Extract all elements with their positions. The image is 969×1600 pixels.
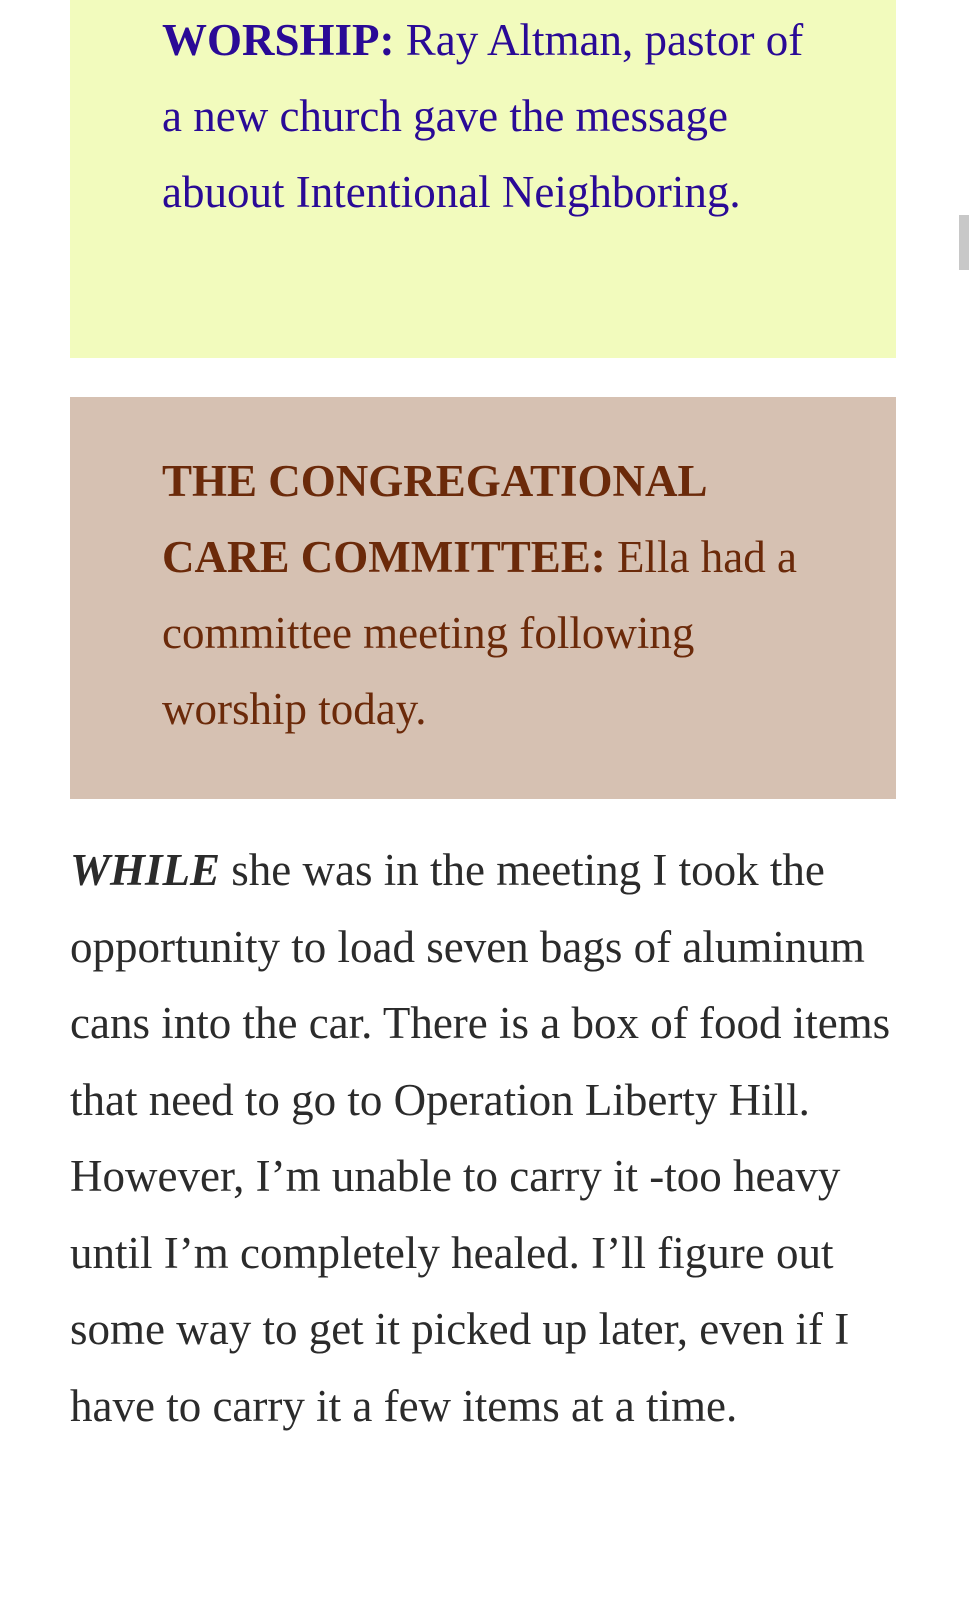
body-text: she was in the meeting I took the opportunity to load seven bags of aluminum cans into the car. There is a box of food items that need to go to Operation Liberty Hill. However, I’m unable to carry it -too heavy until I’m completely healed. I’ll figure out some way to get it picked up later, even if I have to carry it a few items at a time. xyxy=(70,845,891,1431)
body-paragraph xyxy=(70,832,910,1444)
worship-text: Ray Altman, pastor of a new church gave the message abuout Intentional Neighboring. xyxy=(162,15,804,217)
worship-heading: WORSHIP: xyxy=(162,15,395,65)
worship-paragraph xyxy=(162,2,812,230)
care-committee-heading: THE CONGREGATIONAL CARE COMMITTEE: xyxy=(162,456,706,582)
care-committee-text: Ella had a committee meeting following worship today. xyxy=(162,532,797,734)
scrollbar-thumb[interactable] xyxy=(959,215,969,270)
care-committee-paragraph xyxy=(162,443,812,747)
body-lead-word: WHILE xyxy=(70,845,221,895)
